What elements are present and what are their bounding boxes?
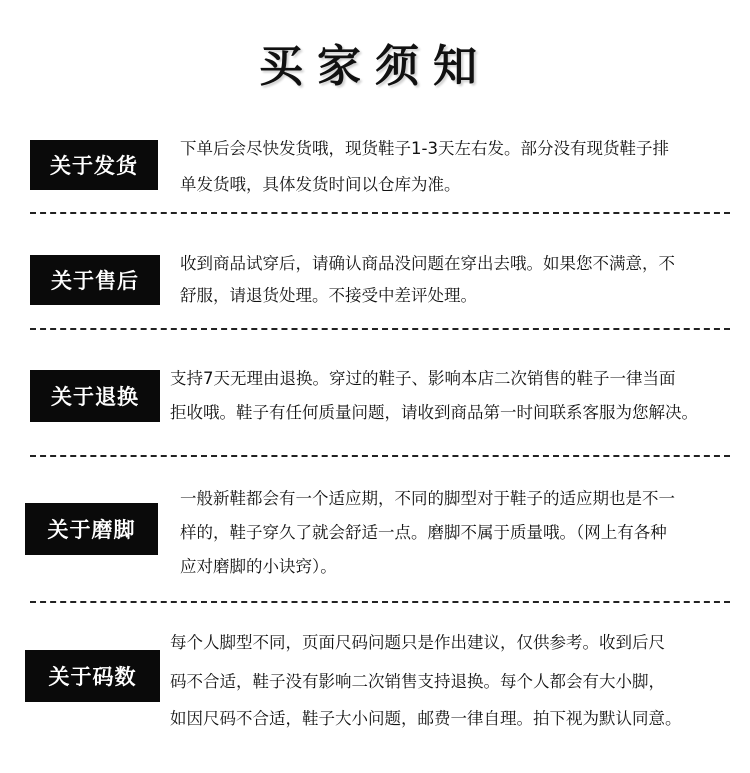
section-tag-after-sales: 关于售后 xyxy=(30,255,160,305)
text-line: 应对磨脚的小诀窍）。 xyxy=(180,557,337,576)
page-title: 买家须知 xyxy=(259,41,491,92)
section-text-sizing xyxy=(170,634,745,734)
text-line: 支持7天无理由退换。穿过的鞋子、影响本店二次销售的鞋子一律当面 xyxy=(170,369,676,388)
text-line: 单发货哦，具体发货时间以仓库为准。 xyxy=(180,175,461,194)
dashed-divider xyxy=(30,328,730,330)
section-tag-sizing: 关于码数 xyxy=(25,650,160,702)
section-tag-chafing: 关于磨脚 xyxy=(25,503,158,555)
section-tag-returns: 关于退换 xyxy=(30,370,160,422)
text-line: 收到商品试穿后，请确认商品没问题在穿出去哦。如果您不满意，不 xyxy=(180,254,675,273)
dashed-divider xyxy=(30,455,730,457)
section-text-returns xyxy=(170,370,745,430)
text-line: 一般新鞋都会有一个适应期，不同的脚型对于鞋子的适应期也是不一 xyxy=(180,489,675,508)
text-line: 拒收哦。鞋子有任何质量问题，请收到商品第一时间联系客服为您解决。 xyxy=(170,403,698,422)
text-line: 每个人脚型不同，页面尺码问题只是作出建议，仅供参考。收到后尺 xyxy=(170,633,665,652)
section-text-shipping xyxy=(180,140,740,200)
section-text-after-sales xyxy=(180,255,740,315)
text-line: 如因尺码不合适，鞋子大小问题，邮费一律自理。拍下视为默认同意。 xyxy=(170,709,682,728)
dashed-divider xyxy=(30,601,730,603)
section-text-chafing xyxy=(180,490,740,590)
text-line: 下单后会尽快发货哦，现货鞋子1-3天左右发。部分没有现货鞋子排 xyxy=(180,139,669,158)
text-line: 码不合适，鞋子没有影响二次销售支持退换。每个人都会有大小脚， xyxy=(170,672,665,691)
section-tag-shipping: 关于发货 xyxy=(30,140,158,190)
text-line: 样的，鞋子穿久了就会舒适一点。磨脚不属于质量哦。（网上有各种 xyxy=(180,523,667,542)
dashed-divider xyxy=(30,212,730,214)
text-line: 舒服，请退货处理。不接受中差评处理。 xyxy=(180,286,477,305)
